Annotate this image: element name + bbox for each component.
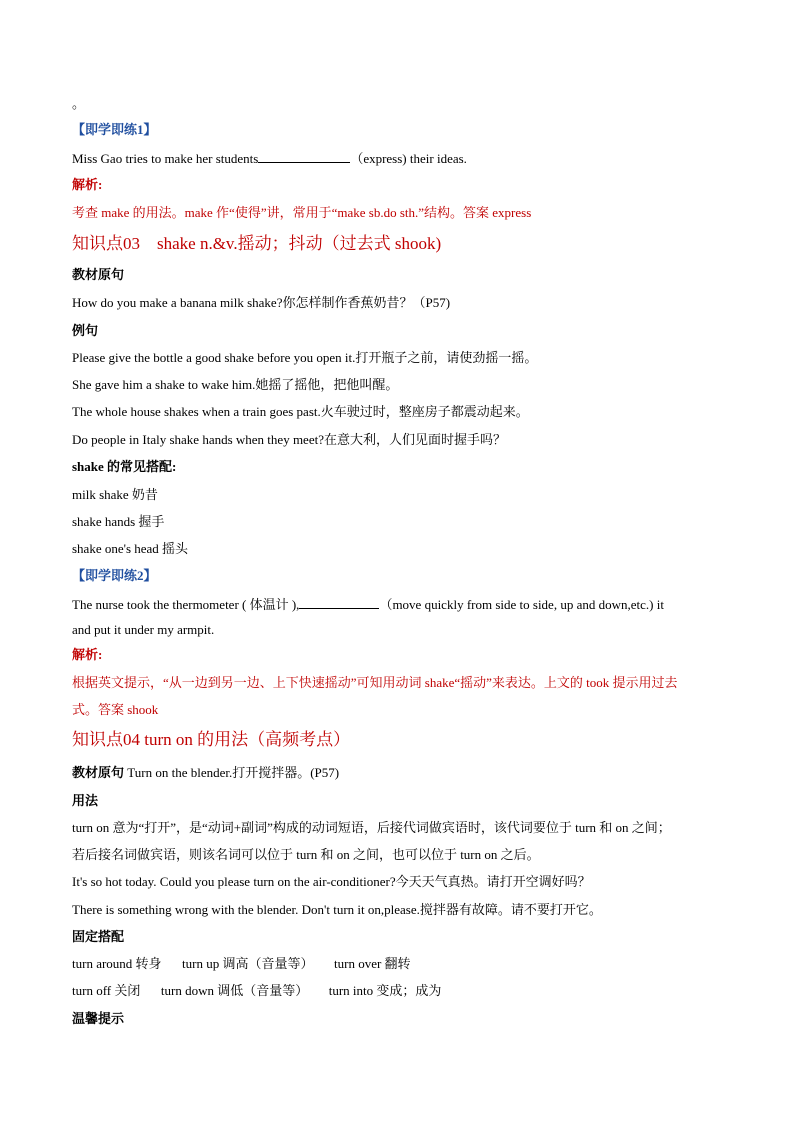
example-sentence: The whole house shakes when a train goes past.火车驶过时，整座房子都震动起来。	[72, 404, 529, 419]
answer-blank[interactable]	[299, 596, 379, 609]
answer-blank[interactable]	[258, 150, 350, 163]
practice2-analysis-line2: 式。答案 shook	[72, 702, 159, 717]
practice1-analysis-label: 解析:	[72, 177, 103, 192]
section4-textbook-label: 教材原句	[72, 765, 125, 780]
fixed-collocation: turn around 转身	[72, 956, 162, 971]
fixed-collocation: turn over 翻转	[334, 956, 411, 971]
practice2-question-line1	[72, 596, 664, 613]
fixed-collocation: turn down 调低（音量等）	[160, 983, 309, 998]
section3-textbook-label: 教材原句	[72, 267, 125, 282]
example-sentence: Please give the bottle a good shake before you open it.打开瓶子之前，请使劲摇一摇。	[72, 350, 538, 365]
section3-collocation-label: shake 的常见搭配:	[72, 459, 177, 474]
fixed-collocation-row	[72, 956, 411, 972]
practice2-analysis-line1: 根据英文提示，“从一边到另一边、上下快速摇动”可知用动词 shake“摇动”来表达。上文的 took 提示用过去	[72, 675, 678, 690]
fixed-collocation: turn up 调高（音量等）	[182, 956, 314, 971]
practice2-analysis-label: 解析:	[72, 647, 103, 662]
collocation-item: milk shake 奶昔	[72, 487, 158, 502]
section3-title: 知识点03 shake n.&v.摇动；抖动（过去式 shook)	[72, 234, 442, 253]
example-sentence: Do people in Italy shake hands when they meet?在意大利，人们见面时握手吗？	[72, 432, 506, 447]
practice2-question-line2: and put it under my armpit.	[72, 622, 215, 637]
section4-example2: There is something wrong with the blender. Don't turn it on,please.搅拌器有故障。请不要打开它。	[72, 902, 602, 917]
section4-usage-line1: turn on 意为“打开”，是“动词+副词”构成的动词短语，后接代词做宾语时，该代词要位于 turn 和 on 之间；	[72, 820, 671, 835]
practice1-question	[72, 150, 467, 167]
practice1-label: 【即学即练1】	[72, 122, 157, 137]
section4-fixed-label: 固定搭配	[72, 929, 125, 944]
section4-title: 知识点04 turn on 的用法（高频考点）	[72, 730, 351, 749]
fixed-collocation: turn into 变成；成为	[328, 983, 442, 998]
practice1-question-after: （express) their ideas.	[350, 151, 467, 166]
top-mark: 。	[72, 96, 86, 111]
section4-textbook	[72, 765, 339, 781]
practice2-question-before: The nurse took the thermometer ( 体温计 ),	[72, 597, 300, 612]
fixed-collocation: turn off 关闭	[72, 983, 141, 998]
collocation-item: shake one's head 摇头	[72, 541, 189, 556]
fixed-collocation-row	[72, 983, 441, 999]
practice2-label: 【即学即练2】	[72, 568, 157, 583]
section4-tip-label: 温馨提示	[72, 1011, 125, 1026]
section4-usage-line2: 若后接名词做宾语，则该名词可以位于 turn 和 on 之间，也可以位于 turn on 之后。	[72, 847, 540, 862]
practice2-question-after: （move quickly from side to side, up and down,etc.) it	[379, 597, 664, 612]
practice1-analysis: 考查 make 的用法。make 作“使得”讲，常用于“make sb.do sth.”结构。答案 express	[72, 205, 532, 220]
practice1-question-before: Miss Gao tries to make her students	[72, 151, 259, 166]
section4-example1: It's so hot today. Could you please turn on the air-conditioner?今天天气真热。请打开空调好吗？	[72, 874, 591, 889]
section4-textbook-sentence: Turn on the blender.打开搅拌器。(P57)	[127, 765, 340, 780]
example-sentence: She gave him a shake to wake him.她摇了摇他，把他叫醒。	[72, 377, 399, 392]
section3-textbook-sentence: How do you make a banana milk shake?你怎样制作香蕉奶昔？（P57)	[72, 295, 451, 310]
collocation-item: shake hands 握手	[72, 514, 165, 529]
section3-examples-label: 例句	[72, 323, 99, 338]
section4-usage-label: 用法	[72, 793, 99, 808]
